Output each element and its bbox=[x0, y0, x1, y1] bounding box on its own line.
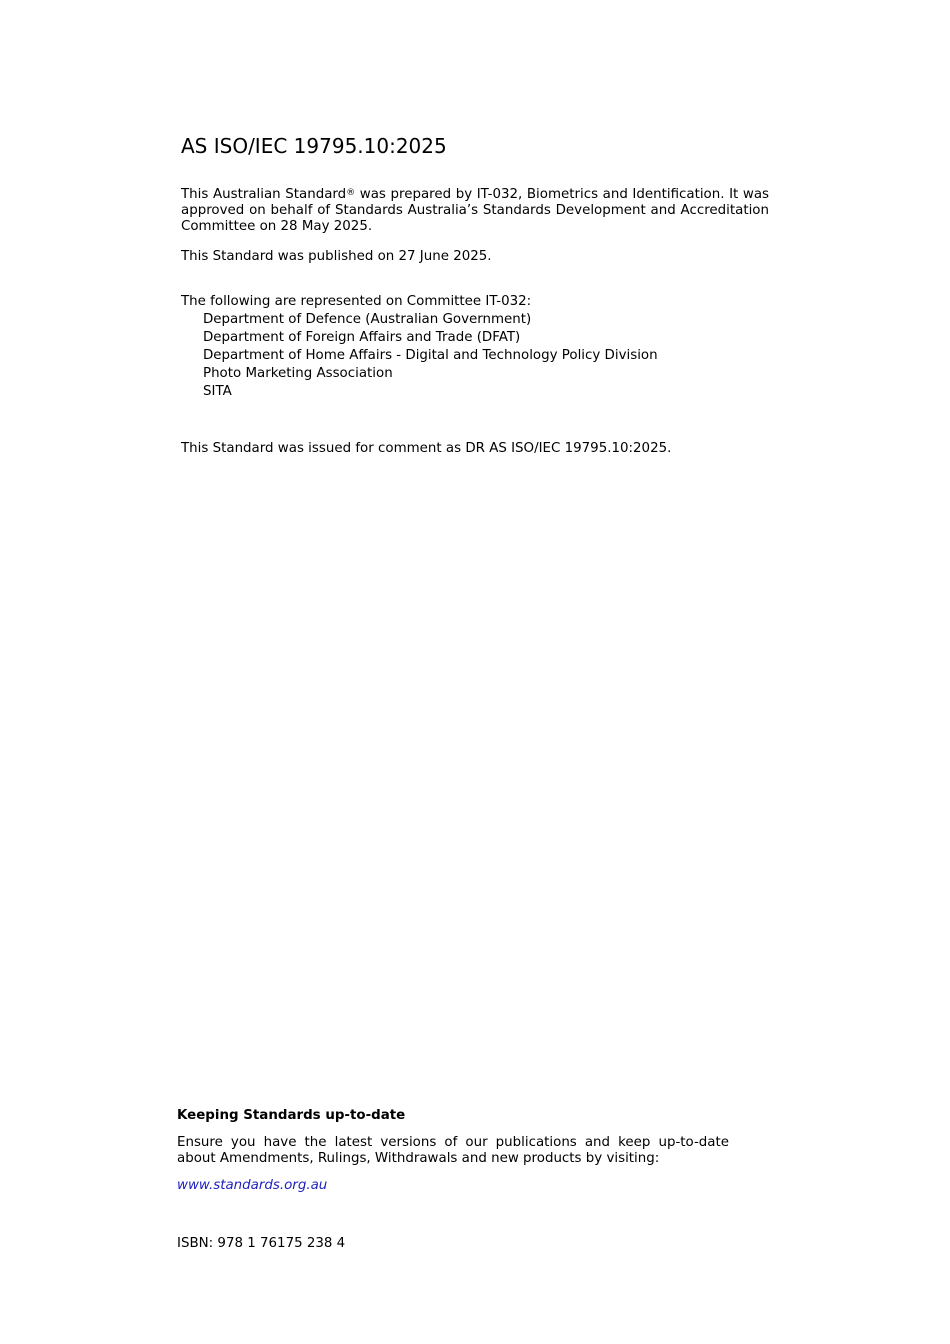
standards-website-link[interactable]: www.standards.org.au bbox=[177, 1178, 328, 1193]
committee-member-list bbox=[181, 311, 658, 401]
committee-member: Department of Foreign Affairs and Trade (DFAT) bbox=[203, 330, 521, 345]
committee-section bbox=[181, 293, 658, 401]
preparation-text-start: This Australian Standard bbox=[181, 187, 347, 202]
preparation-text-end: was prepared by IT-032, Biometrics and Identification. It was approved on behalf of Standards Australia’s Standards Development and Accreditation Committee on 28 May 2025. bbox=[181, 187, 769, 234]
isbn-number: ISBN: 978 1 76175 238 4 bbox=[177, 1236, 346, 1251]
committee-member: SITA bbox=[203, 384, 232, 399]
comment-draft-paragraph: This Standard was issued for comment as DR AS ISO/IEC 19795.10:2025. bbox=[181, 441, 672, 456]
committee-intro: The following are represented on Committee IT-032: bbox=[181, 294, 532, 309]
registered-trademark-mark: ® bbox=[346, 188, 356, 198]
preparation-paragraph bbox=[181, 187, 769, 235]
committee-member: Photo Marketing Association bbox=[203, 366, 393, 381]
publication-date-paragraph: This Standard was published on 27 June 2025. bbox=[181, 249, 492, 264]
committee-member: Department of Defence (Australian Government) bbox=[203, 312, 532, 327]
updates-text: Ensure you have the latest versions of our publications and keep up-to-date about Amendments, Rulings, Withdrawals and new products by visiting: bbox=[177, 1135, 729, 1166]
document-title: AS ISO/IEC 19795.10:2025 bbox=[181, 134, 447, 158]
committee-member: Department of Home Affairs - Digital and Technology Policy Division bbox=[203, 348, 658, 363]
updates-heading: Keeping Standards up-to-date bbox=[177, 1108, 406, 1123]
